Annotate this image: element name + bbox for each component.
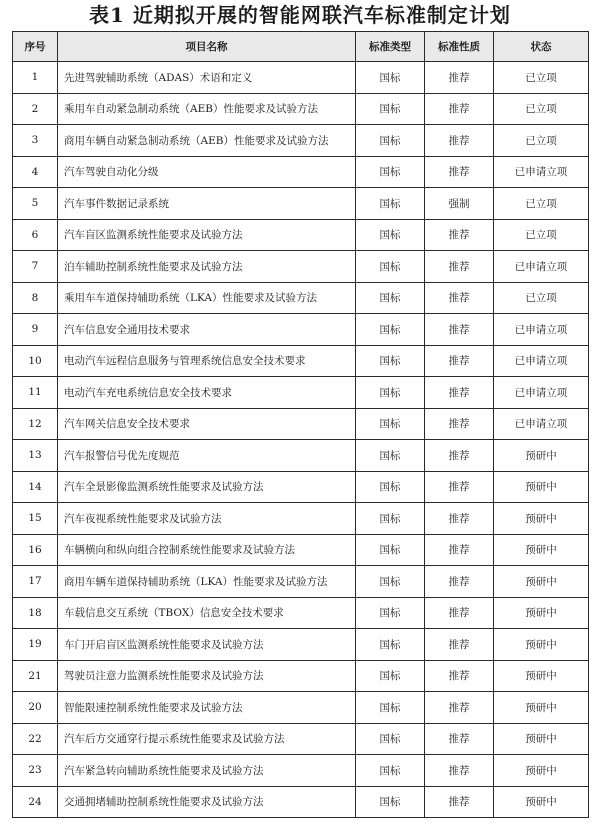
cell-standard-type: 国标: [356, 282, 425, 314]
cell-serial-number: 18: [13, 597, 58, 629]
cell-standard-type: 国标: [356, 597, 425, 629]
cell-standard-type: 国标: [356, 629, 425, 661]
table-row: [13, 440, 589, 472]
cell-status: 预研中: [494, 786, 589, 818]
cell-project-name: 汽车全景影像监测系统性能要求及试验方法: [58, 471, 356, 503]
cell-standard-nature: 推荐: [425, 660, 494, 692]
cell-standard-type: 国标: [356, 219, 425, 251]
cell-serial-number: 23: [13, 755, 58, 787]
cell-standard-nature: 推荐: [425, 786, 494, 818]
cell-standard-nature: 推荐: [425, 345, 494, 377]
cell-standard-nature: 推荐: [425, 251, 494, 283]
cell-project-name: 汽车紧急转向辅助系统性能要求及试验方法: [58, 755, 356, 787]
header-status: 状态: [494, 32, 589, 62]
cell-project-name: 智能限速控制系统性能要求及试验方法: [58, 692, 356, 724]
cell-status: 预研中: [494, 660, 589, 692]
cell-project-name: 商用车辆车道保持辅助系统（LKA）性能要求及试验方法: [58, 566, 356, 598]
cell-serial-number: 8: [13, 282, 58, 314]
header-standard-type: 标准类型: [356, 32, 425, 62]
cell-project-name: 电动汽车远程信息服务与管理系统信息安全技术要求: [58, 345, 356, 377]
cell-status: 已立项: [494, 282, 589, 314]
cell-project-name: 商用车辆自动紧急制动系统（AEB）性能要求及试验方法: [58, 125, 356, 157]
cell-standard-nature: 推荐: [425, 534, 494, 566]
cell-standard-nature: 推荐: [425, 629, 494, 661]
table-row: [13, 534, 589, 566]
cell-status: 已立项: [494, 125, 589, 157]
cell-serial-number: 21: [13, 660, 58, 692]
cell-standard-nature: 推荐: [425, 566, 494, 598]
cell-project-name: 电动汽车充电系统信息安全技术要求: [58, 377, 356, 409]
table-title: 表1 近期拟开展的智能网联汽车标准制定计划: [89, 3, 511, 27]
table-row: [13, 219, 589, 251]
table-row: [13, 93, 589, 125]
table-row: [13, 377, 589, 409]
cell-project-name: 乘用车自动紧急制动系统（AEB）性能要求及试验方法: [58, 93, 356, 125]
cell-status: 已立项: [494, 219, 589, 251]
cell-standard-type: 国标: [356, 156, 425, 188]
cell-standard-type: 国标: [356, 755, 425, 787]
cell-serial-number: 3: [13, 125, 58, 157]
table-row: [13, 566, 589, 598]
cell-standard-nature: 推荐: [425, 723, 494, 755]
table-row: [13, 692, 589, 724]
table-row: [13, 188, 589, 220]
cell-serial-number: 14: [13, 471, 58, 503]
cell-standard-nature: 强制: [425, 188, 494, 220]
header-serial-number: 序号: [13, 32, 58, 62]
cell-project-name: 车辆横向和纵向组合控制系统性能要求及试验方法: [58, 534, 356, 566]
cell-serial-number: 4: [13, 156, 58, 188]
table-row: [13, 597, 589, 629]
cell-standard-nature: 推荐: [425, 755, 494, 787]
cell-standard-type: 国标: [356, 534, 425, 566]
table-row: [13, 471, 589, 503]
standards-plan-table: [12, 31, 589, 818]
cell-standard-nature: 推荐: [425, 692, 494, 724]
cell-project-name: 汽车信息安全通用技术要求: [58, 314, 356, 346]
header-row: [13, 32, 589, 62]
cell-serial-number: 10: [13, 345, 58, 377]
cell-standard-type: 国标: [356, 188, 425, 220]
cell-standard-nature: 推荐: [425, 597, 494, 629]
cell-standard-nature: 推荐: [425, 503, 494, 535]
cell-standard-type: 国标: [356, 660, 425, 692]
cell-serial-number: 7: [13, 251, 58, 283]
cell-project-name: 交通拥堵辅助控制系统性能要求及试验方法: [58, 786, 356, 818]
cell-serial-number: 19: [13, 629, 58, 661]
table-row: [13, 156, 589, 188]
cell-status: 已申请立项: [494, 156, 589, 188]
cell-standard-type: 国标: [356, 345, 425, 377]
cell-project-name: 汽车网关信息安全技术要求: [58, 408, 356, 440]
table-row: [13, 786, 589, 818]
cell-project-name: 汽车后方交通穿行提示系统性能要求及试验方法: [58, 723, 356, 755]
cell-standard-type: 国标: [356, 566, 425, 598]
cell-standard-nature: 推荐: [425, 440, 494, 472]
cell-serial-number: 16: [13, 534, 58, 566]
table-row: [13, 408, 589, 440]
table-row: [13, 503, 589, 535]
cell-status: 已立项: [494, 188, 589, 220]
cell-status: 预研中: [494, 534, 589, 566]
cell-standard-nature: 推荐: [425, 282, 494, 314]
table-row: [13, 629, 589, 661]
cell-standard-nature: 推荐: [425, 471, 494, 503]
cell-status: 预研中: [494, 503, 589, 535]
cell-serial-number: 5: [13, 188, 58, 220]
cell-serial-number: 22: [13, 723, 58, 755]
cell-project-name: 车载信息交互系统（TBOX）信息安全技术要求: [58, 597, 356, 629]
cell-serial-number: 20: [13, 692, 58, 724]
cell-standard-type: 国标: [356, 251, 425, 283]
cell-serial-number: 17: [13, 566, 58, 598]
cell-standard-type: 国标: [356, 408, 425, 440]
header-standard-nature: 标准性质: [425, 32, 494, 62]
table-row: [13, 125, 589, 157]
cell-standard-nature: 推荐: [425, 125, 494, 157]
cell-status: 预研中: [494, 597, 589, 629]
cell-status: 已申请立项: [494, 314, 589, 346]
cell-project-name: 泊车辅助控制系统性能要求及试验方法: [58, 251, 356, 283]
table-row: [13, 282, 589, 314]
cell-standard-nature: 推荐: [425, 93, 494, 125]
cell-standard-type: 国标: [356, 314, 425, 346]
table-row: [13, 345, 589, 377]
cell-project-name: 汽车夜视系统性能要求及试验方法: [58, 503, 356, 535]
cell-status: 已申请立项: [494, 251, 589, 283]
cell-status: 已申请立项: [494, 408, 589, 440]
cell-serial-number: 15: [13, 503, 58, 535]
cell-standard-type: 国标: [356, 692, 425, 724]
cell-status: 预研中: [494, 755, 589, 787]
cell-serial-number: 13: [13, 440, 58, 472]
cell-standard-nature: 推荐: [425, 62, 494, 94]
table-row: [13, 62, 589, 94]
cell-project-name: 汽车盲区监测系统性能要求及试验方法: [58, 219, 356, 251]
table-body: [13, 62, 589, 818]
cell-standard-type: 国标: [356, 471, 425, 503]
cell-serial-number: 6: [13, 219, 58, 251]
cell-standard-nature: 推荐: [425, 314, 494, 346]
cell-standard-type: 国标: [356, 125, 425, 157]
header-project-name: 项目名称: [58, 32, 356, 62]
cell-standard-type: 国标: [356, 377, 425, 409]
cell-status: 已申请立项: [494, 345, 589, 377]
cell-project-name: 汽车事件数据记录系统: [58, 188, 356, 220]
table-row: [13, 251, 589, 283]
cell-status: 预研中: [494, 440, 589, 472]
cell-status: 预研中: [494, 723, 589, 755]
cell-standard-type: 国标: [356, 62, 425, 94]
table-row: [13, 723, 589, 755]
cell-status: 预研中: [494, 566, 589, 598]
cell-standard-nature: 推荐: [425, 219, 494, 251]
cell-status: 预研中: [494, 629, 589, 661]
cell-serial-number: 24: [13, 786, 58, 818]
cell-status: 已立项: [494, 93, 589, 125]
cell-standard-nature: 推荐: [425, 408, 494, 440]
cell-standard-nature: 推荐: [425, 156, 494, 188]
cell-standard-type: 国标: [356, 723, 425, 755]
cell-status: 已立项: [494, 62, 589, 94]
cell-standard-nature: 推荐: [425, 377, 494, 409]
cell-project-name: 驾驶员注意力监测系统性能要求及试验方法: [58, 660, 356, 692]
cell-project-name: 车门开启盲区监测系统性能要求及试验方法: [58, 629, 356, 661]
cell-project-name: 先进驾驶辅助系统（ADAS）术语和定义: [58, 62, 356, 94]
cell-serial-number: 1: [13, 62, 58, 94]
cell-standard-type: 国标: [356, 93, 425, 125]
table-row: [13, 660, 589, 692]
cell-project-name: 汽车驾驶自动化分级: [58, 156, 356, 188]
table-row: [13, 314, 589, 346]
cell-project-name: 汽车报警信号优先度规范: [58, 440, 356, 472]
cell-standard-type: 国标: [356, 440, 425, 472]
cell-serial-number: 9: [13, 314, 58, 346]
table-header: [13, 32, 589, 62]
cell-serial-number: 11: [13, 377, 58, 409]
table-row: [13, 755, 589, 787]
cell-standard-type: 国标: [356, 503, 425, 535]
cell-status: 已申请立项: [494, 377, 589, 409]
cell-serial-number: 12: [13, 408, 58, 440]
cell-serial-number: 2: [13, 93, 58, 125]
cell-status: 预研中: [494, 471, 589, 503]
cell-project-name: 乘用车车道保持辅助系统（LKA）性能要求及试验方法: [58, 282, 356, 314]
cell-standard-type: 国标: [356, 786, 425, 818]
cell-status: 预研中: [494, 692, 589, 724]
